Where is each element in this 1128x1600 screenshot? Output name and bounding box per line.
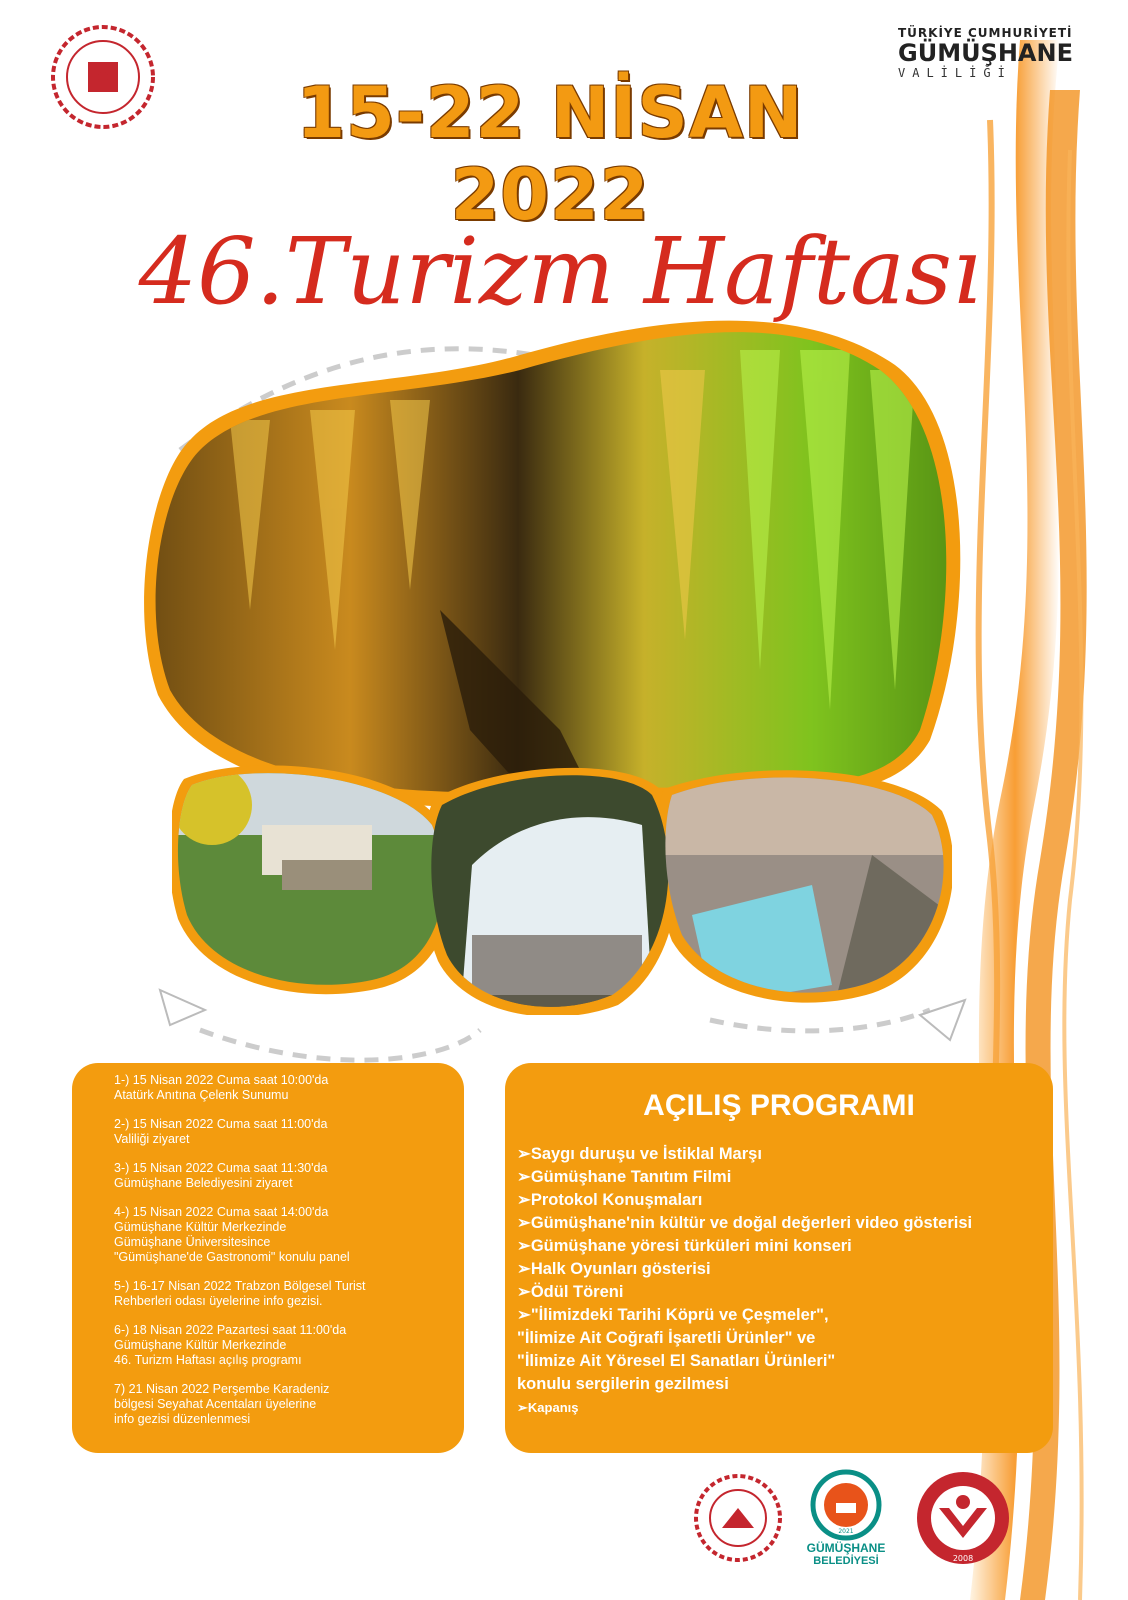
crescent-icon	[1048, 34, 1098, 104]
schedule-item: 4-) 15 Nisan 2022 Cuma saat 14:00'da Gümüşhane Kültür Merkezinde Gümüşhane Üniversitesince "Gümüşhane'de Gastronomi" konulu panel	[114, 1205, 350, 1264]
program-item: Gümüşhane Tanıtım Filmi	[530, 1168, 732, 1186]
university-year: 2008	[952, 1554, 974, 1563]
schedule-item: 3-) 15 Nisan 2022 Cuma saat 11:30'da Gümüşhane Belediyesini ziyaret	[114, 1161, 328, 1190]
schedule-list	[114, 1073, 454, 1441]
arrow-bullet-icon: ➢	[517, 1400, 528, 1415]
arrow-bullet-icon: ➢	[517, 1168, 531, 1186]
belediye-emblem-icon	[810, 1469, 882, 1541]
gov-line1: TÜRKİYE CUMHURİYETİ	[898, 26, 1073, 40]
belediye-name-line2: BELEDİYESİ	[813, 1555, 879, 1567]
university-seal	[910, 1458, 1016, 1578]
arrow-bullet-icon: ➢	[517, 1283, 531, 1301]
arrow-bullet-icon: ➢	[517, 1306, 531, 1324]
schedule-item: 7) 21 Nisan 2022 Perşembe Karadeniz bölgesi Seyahat Acentaları üyelerine info gezisi düzenlenmesi	[114, 1382, 330, 1426]
program-list	[517, 1143, 1047, 1419]
program-item: "İlimizdeki Tarihi Köprü ve Çeşmeler", "İlimize Ait Coğrafi İşaretli Ürünler" ve "İlimize Ait Yöresel El Sanatları Ürünleri" konulu sergilerin gezilmesi	[517, 1306, 836, 1393]
arrow-bullet-icon: ➢	[517, 1260, 531, 1278]
cave-photo	[140, 310, 980, 830]
belediye-year: 2021	[838, 1528, 854, 1535]
gov-line2: GÜMÜŞHANE	[898, 39, 1073, 67]
schedule-item: 2-) 15 Nisan 2022 Cuma saat 11:00'da Valiliği ziyaret	[114, 1117, 328, 1146]
education-ministry-seal	[690, 1458, 786, 1578]
belediye-logo	[802, 1458, 890, 1578]
schedule-item: 1-) 15 Nisan 2022 Cuma saat 10:00'da Atatürk Anıtına Çelenk Sunumu	[114, 1073, 329, 1102]
arrow-bullet-icon: ➢	[517, 1145, 531, 1163]
program-item: Kapanış	[527, 1400, 579, 1415]
schedule-item: 6-) 18 Nisan 2022 Pazartesi saat 11:00'da Gümüşhane Kültür Merkezinde 46. Turizm Haftası açılış programı	[114, 1323, 347, 1367]
program-item: Ödül Töreni	[530, 1283, 624, 1301]
schedule-item: 5-) 16-17 Nisan 2022 Trabzon Bölgesel Turist Rehberleri odası üyelerine info gezisi.	[114, 1279, 366, 1308]
belediye-name-line1: GÜMÜŞHANE	[806, 1541, 886, 1555]
gov-line3: VALİLİĞİ	[898, 66, 1012, 80]
schedule-box	[72, 1063, 464, 1453]
glass-terrace-photo	[652, 765, 952, 1015]
program-item: Gümüşhane'nin kültür ve doğal değerleri video gösterisi	[530, 1214, 973, 1232]
arrow-bullet-icon: ➢	[517, 1214, 531, 1232]
arrow-bullet-icon: ➢	[517, 1237, 531, 1255]
ministry-seal-logo	[48, 22, 158, 132]
opening-program-box	[505, 1063, 1053, 1453]
date-title: 15-22 NİSAN 2022	[296, 72, 804, 236]
program-item: Protokol Konuşmaları	[530, 1191, 703, 1209]
historic-village-photo	[172, 765, 472, 1005]
arrow-bullet-icon: ➢	[517, 1191, 531, 1209]
program-title: AÇILIŞ PROGRAMI	[643, 1089, 915, 1122]
program-item: Gümüşhane yöresi türküleri mini konseri	[530, 1237, 852, 1255]
program-item: Saygı duruşu ve İstiklal Marşı	[530, 1145, 762, 1163]
main-title: 46.Turizm Haftası	[138, 218, 982, 325]
program-item: Halk Oyunları gösterisi	[530, 1260, 711, 1278]
small-photos-row	[172, 765, 952, 1015]
